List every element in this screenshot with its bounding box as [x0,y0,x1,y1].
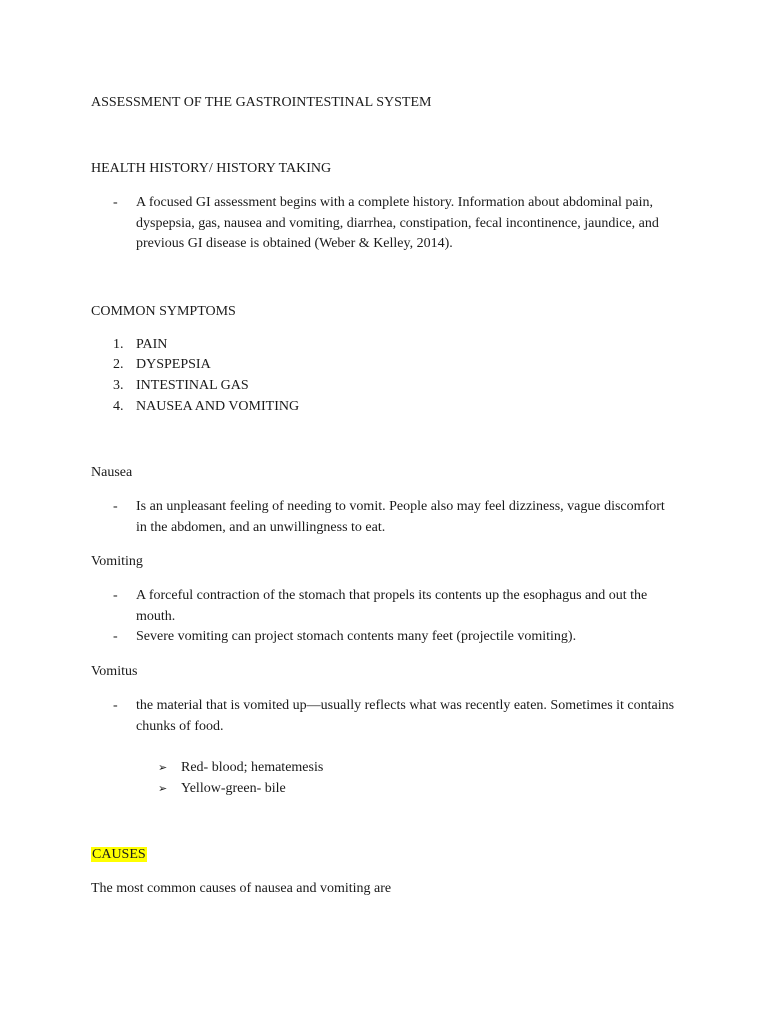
health-history-heading: HEALTH HISTORY/ HISTORY TAKING [91,161,332,176]
causes-heading-wrapper [91,845,147,865]
bullet-dash: - [113,629,118,644]
symptom-item: DYSPEPSIA [136,357,211,372]
bullet-dash: - [113,698,118,713]
arrow-bullet-icon: ➢ [158,761,168,774]
vomiting-heading: Vomiting [91,554,143,569]
vomitus-heading: Vomitus [91,664,138,679]
arrow-bullet-icon: ➢ [158,782,168,795]
vomitus-paragraph: the material that is vomited up—usually reflects what was recently eaten. Sometimes it contains chunks of food. [136,698,675,734]
vomiting-bullet-1: A forceful contraction of the stomach that propels its contents up the esophagus and out the mouth. [136,588,648,624]
list-number: 1. [113,337,124,352]
common-symptoms-heading: COMMON SYMPTOMS [91,304,236,319]
causes-heading: CAUSES [92,847,146,862]
nausea-paragraph: Is an unpleasant feeling of needing to vomit. People also may feel dizziness, vague discomfort in the abdomen, and an unwillingness to eat. [136,499,665,535]
list-number: 4. [113,399,124,414]
vomiting-bullet-2: Severe vomiting can project stomach contents many feet (projectile vomiting). [136,629,577,644]
list-number: 3. [113,378,124,393]
list-number: 2. [113,357,124,372]
symptom-item: NAUSEA AND VOMITING [136,399,300,414]
bullet-dash: - [113,195,118,210]
causes-text: The most common causes of nausea and vomiting are [91,881,392,896]
bullet-dash: - [113,499,118,514]
vomitus-sub-item: Red- blood; hematemesis [181,760,324,775]
nausea-heading: Nausea [91,465,133,480]
symptom-item: INTESTINAL GAS [136,378,249,393]
health-history-paragraph: A focused GI assessment begins with a complete history. Information about abdominal pain, dyspepsia, gas, nausea and vomiting, diarrhea, constipation, fecal incontinence, jaundice, and previous GI disease is obtained (Weber & Kelley, 2014). [136,195,659,251]
document-title: ASSESSMENT OF THE GASTROINTESTINAL SYSTEM [91,95,432,110]
symptom-item: PAIN [136,337,168,352]
bullet-dash: - [113,588,118,603]
vomitus-sub-item: Yellow-green- bile [181,781,286,796]
